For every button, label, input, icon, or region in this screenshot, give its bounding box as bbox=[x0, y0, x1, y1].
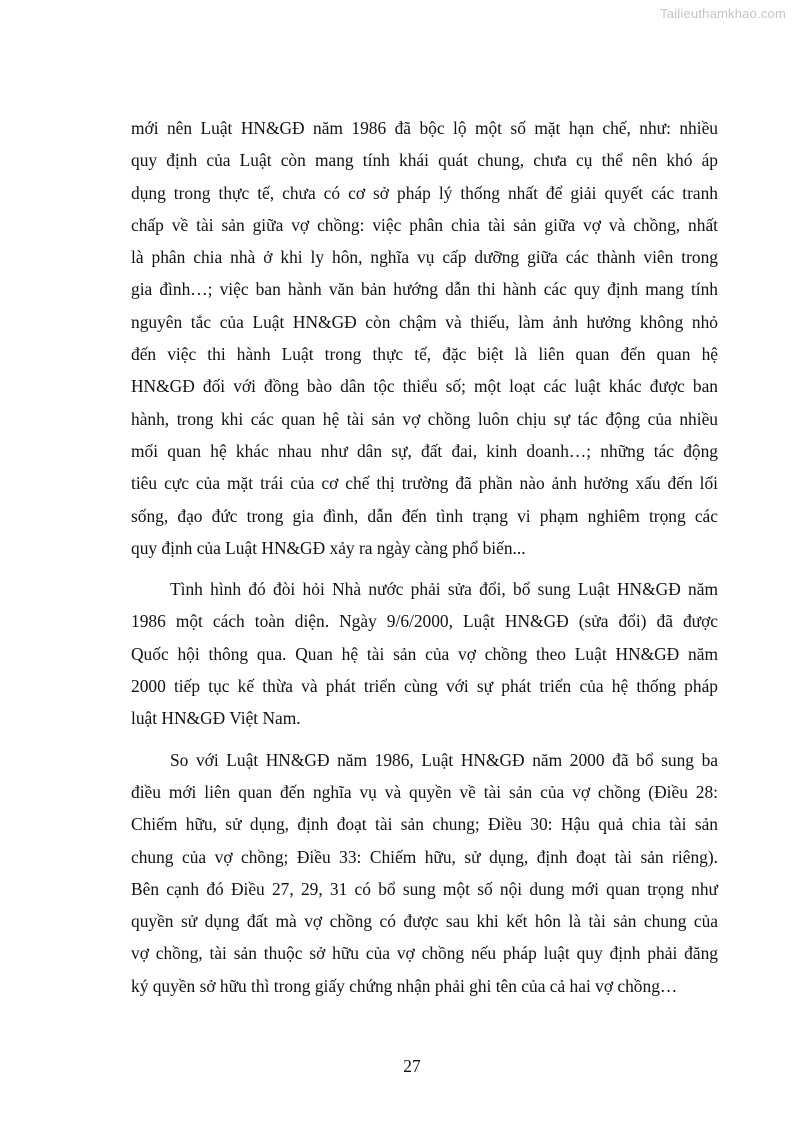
text-line: chấp về tài sản giữa vợ chồng: việc phân chia tài sản giữa vợ và chồng, nhất bbox=[131, 214, 718, 235]
paragraph-1 bbox=[131, 112, 718, 564]
page-body bbox=[131, 112, 718, 1002]
text-line: là phân chia nhà ở khi ly hôn, nghĩa vụ cấp dưỡng giữa các thành viên trong bbox=[131, 247, 718, 268]
text-line: đến việc thi hành Luật trong thực tế, đặc biệt là liên quan đến quan hệ bbox=[131, 344, 718, 365]
paragraph-3 bbox=[131, 744, 718, 1002]
text-line: So với Luật HN&GĐ năm 1986, Luật HN&GĐ năm 2000 đã bổ sung ba bbox=[170, 749, 718, 770]
text-line: mối quan hệ khác nhau như dân sự, đất đai, kinh doanh…; những tác động bbox=[131, 440, 718, 461]
text-line: quy định của Luật HN&GĐ xảy ra ngày càng phổ biến... bbox=[131, 537, 526, 558]
text-line: tiêu cực của mặt trái của cơ chế thị trường đã phần nào ảnh hưởng xấu đến lối bbox=[131, 473, 718, 494]
text-line: sống, đạo đức trong gia đình, dẫn đến tình trạng vi phạm nghiêm trọng các bbox=[131, 505, 718, 526]
text-line: hành, trong khi các quan hệ tài sản vợ chồng luôn chịu sự tác động của nhiều bbox=[131, 408, 718, 429]
text-line: gia đình…; việc ban hành văn bản hướng dẫn thi hành các quy định mang tính bbox=[131, 279, 718, 300]
watermark-text: Tailieuthamkhao.com bbox=[660, 6, 786, 21]
text-line: Bên cạnh đó Điều 27, 29, 31 có bổ sung một số nội dung mới quan trọng như bbox=[131, 878, 718, 899]
text-line: dụng trong thực tế, chưa có cơ sở pháp lý thống nhất để giải quyết các tranh bbox=[131, 182, 718, 203]
paragraph-2 bbox=[131, 573, 718, 734]
text-line: nguyên tắc của Luật HN&GĐ còn chậm và thiếu, làm ảnh hưởng không nhỏ bbox=[131, 311, 718, 332]
text-line: ký quyền sở hữu thì trong giấy chứng nhận phải ghi tên của cả hai vợ chồng… bbox=[131, 975, 678, 996]
text-line: 1986 một cách toàn diện. Ngày 9/6/2000, Luật HN&GĐ (sửa đổi) đã được bbox=[131, 611, 718, 632]
paragraph-spacer bbox=[131, 735, 718, 744]
text-line: Quốc hội thông qua. Quan hệ tài sản của vợ chồng theo Luật HN&GĐ năm bbox=[131, 643, 718, 664]
text-line: Chiếm hữu, sử dụng, định đoạt tài sản chung; Điều 30: Hậu quả chia tài sản bbox=[131, 814, 718, 835]
text-line: mới nên Luật HN&GĐ năm 1986 đã bộc lộ một số mặt hạn chế, như: nhiều bbox=[131, 118, 718, 138]
text-line: HN&GĐ đối với đồng bào dân tộc thiểu số; một loạt các luật khác được ban bbox=[131, 376, 718, 397]
text-line: quyền sử dụng đất mà vợ chồng có được sau khi kết hôn là tài sản chung của bbox=[131, 911, 718, 932]
text-line: luật HN&GĐ Việt Nam. bbox=[131, 708, 301, 729]
text-line: quy định của Luật còn mang tính khái quát chung, chưa cụ thể nên khó áp bbox=[131, 150, 718, 171]
text-line: chung của vợ chồng; Điều 33: Chiếm hữu, sử dụng, định đoạt tài sản riêng). bbox=[131, 846, 718, 867]
paragraph-spacer bbox=[131, 564, 718, 573]
text-line: Tình hình đó đòi hỏi Nhà nước phải sửa đổi, bổ sung Luật HN&GĐ năm bbox=[170, 579, 718, 600]
page-number: 27 bbox=[403, 1056, 421, 1076]
text-line: điều mới liên quan đến nghĩa vụ và quyền về tài sản của vợ chồng (Điều 28: bbox=[131, 781, 718, 802]
text-line: vợ chồng, tài sản thuộc sở hữu của vợ chồng nếu pháp luật quy định phải đăng bbox=[131, 943, 718, 964]
text-line: 2000 tiếp tục kế thừa và phát triển cùng với sự phát triển của hệ thống pháp bbox=[131, 676, 718, 697]
